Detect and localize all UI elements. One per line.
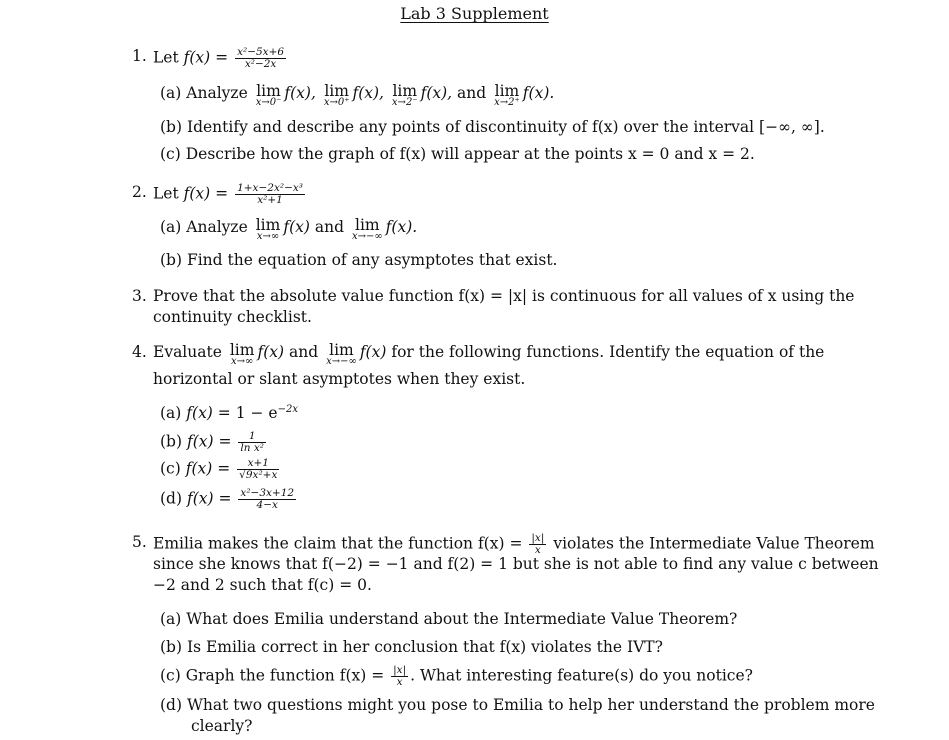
problem-1c: (c) Describe how the graph of f(x) will appear at the points x = 0 and x = 2.: [160, 145, 755, 163]
problem-3-line-2: continuity checklist.: [153, 308, 312, 326]
problem-4-number: 4.: [132, 343, 147, 361]
problem-5d: (d) What two questions might you pose to Emilia to help her understand the problem more: [160, 696, 875, 714]
problem-5b: (b) Is Emilia correct in her conclusion that f(x) violates the IVT?: [160, 638, 663, 656]
problem-5d-line-2: clearly?: [191, 717, 253, 735]
problem-4d: (d) f(x) = $\frac{\text{x²−3x+12}}{4-x}$: [160, 487, 295, 511]
problem-4-line-1: Evaluate lim x→∞ f(x) and lim x→−∞ f(x) for the following functions. Identify the equation of the: [153, 341, 825, 367]
problem-5-number: 5.: [132, 533, 147, 551]
problem-4-line-2: horizontal or slant asymptotes when they exist.: [153, 370, 526, 388]
fraction: $\frac{\text{x²−5x+6}}{\text{x²−2x}}$: [237, 46, 285, 70]
problem-5a: (a) What does Emilia understand about the Intermediate Value Theorem?: [160, 610, 738, 628]
problem-1a: (a) Analyze lim x→0⁻ f(x), lim x→0⁺ f(x), lim x→2⁻ f(x), and lim x→2⁺ f(x).: [160, 82, 555, 108]
problem-2-number: 2.: [132, 183, 147, 201]
problem-1-statement: Let f(x) = $\frac{\text{x²−5x+6}}{\text{x²−2x}}$: [153, 46, 285, 70]
problem-5-line-3: −2 and 2 such that f(c) = 0.: [153, 576, 372, 594]
problem-5-line-2: since she knows that f(−2) = −1 and f(2) = 1 but she is not able to find any value c between: [153, 555, 879, 573]
problem-3-line-1: Prove that the absolute value function f(x) = |x| is continuous for all values of x using the: [153, 287, 855, 305]
problem-2-statement: Let f(x) = $\frac{\text{1+x−2x²−x³}}{\text{x²+1}}$: [153, 182, 304, 206]
problem-1-number: 1.: [132, 47, 147, 65]
problem-4a: (a) $f(x) = 1 - e^{-2x}$: [160, 404, 298, 423]
page-title: Lab 3 Supplement: [400, 4, 549, 23]
problem-1b: (b) Identify and describe any points of discontinuity of f(x) over the interval [−∞, ∞].: [160, 118, 825, 136]
problem-3-number: 3.: [132, 287, 147, 305]
problem-2a: (a) Analyze lim x→∞ f(x) and lim x→−∞ f(x).: [160, 216, 418, 242]
problem-5-line-1: Emilia makes the claim that the function f(x) = $\frac{|x|}{x}$ violates the Intermediate Value Theorem: [153, 532, 875, 556]
problem-2b: (b) Find the equation of any asymptotes that exist.: [160, 251, 558, 269]
problem-4c: (c) f(x) = $\frac{x+1}{\text{√9x²+x}}$: [160, 457, 278, 481]
fraction: $\frac{\text{1+x−2x²−x³}}{\text{x²+1}}$: [237, 182, 304, 206]
problem-4b: (b) f(x) = $\frac{1}{\text{ln x²}}$: [160, 430, 264, 454]
problem-5c: (c) Graph the function f(x) = $\frac{|x|}{x}$ . What interesting feature(s) do you notice?: [160, 664, 753, 688]
